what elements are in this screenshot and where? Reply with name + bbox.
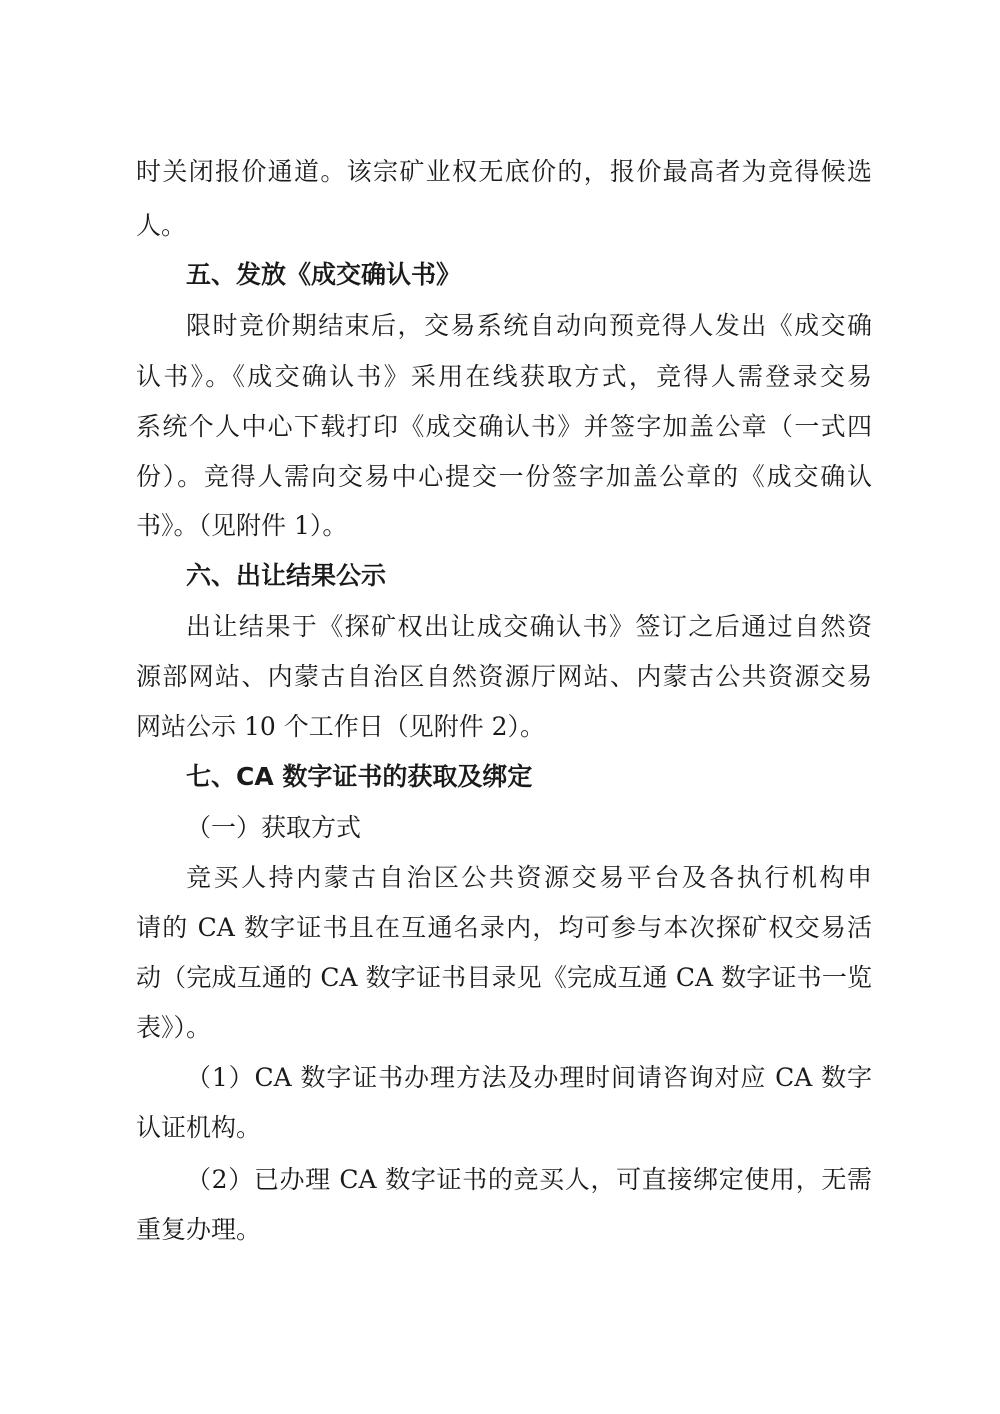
section-heading-5: 五、发放《成交确认书》 (186, 260, 462, 289)
paragraph-line: 网站公示 10 个工作日（见附件 2）。 (136, 712, 546, 741)
subsection-heading: （一）获取方式 (186, 813, 362, 842)
paragraph-line: 竞买人持内蒙古自治区公共资源交易平台及各执行机构申 (186, 863, 872, 892)
list-item-line: （1）CA 数字证书办理方法及办理时间请咨询对应 CA 数字 (186, 1063, 872, 1092)
paragraph-line: 人。 (136, 211, 187, 240)
paragraph-line: 书》。（见附件 1）。 (136, 511, 348, 540)
list-item-line: 重复办理。 (136, 1215, 262, 1244)
section-heading-6: 六、出让结果公示 (186, 561, 387, 590)
paragraph-line: 源部网站、内蒙古自治区自然资源厅网站、内蒙古公共资源交易 (136, 662, 872, 691)
list-item-line: （2）已办理 CA 数字证书的竞买人，可直接绑定使用，无需 (186, 1165, 872, 1194)
paragraph-line: 份）。竞得人需向交易中心提交一份签字加盖公章的《成交确认 (136, 462, 872, 491)
paragraph-line: 时关闭报价通道。该宗矿业权无底价的，报价最高者为竞得候选 (136, 157, 872, 186)
paragraph-line: 系统个人中心下载打印《成交确认书》并签字加盖公章（一式四 (136, 412, 872, 441)
section-heading-7: 七、CA 数字证书的获取及绑定 (186, 762, 533, 791)
list-item-line: 认证机构。 (136, 1113, 262, 1142)
paragraph-line: 请的 CA 数字证书且在互通名录内，均可参与本次探矿权交易活 (136, 913, 872, 942)
paragraph-line: 表》）。 (136, 1013, 212, 1042)
paragraph-line: 认书》。《成交确认书》采用在线获取方式，竞得人需登录交易 (136, 362, 872, 391)
paragraph-line: 限时竞价期结束后，交易系统自动向预竞得人发出《成交确 (186, 311, 872, 340)
paragraph-line: 出让结果于《探矿权出让成交确认书》签订之后通过自然资 (186, 612, 872, 641)
paragraph-line: 动（完成互通的 CA 数字证书目录见《完成互通 CA 数字证书一览 (136, 963, 872, 992)
